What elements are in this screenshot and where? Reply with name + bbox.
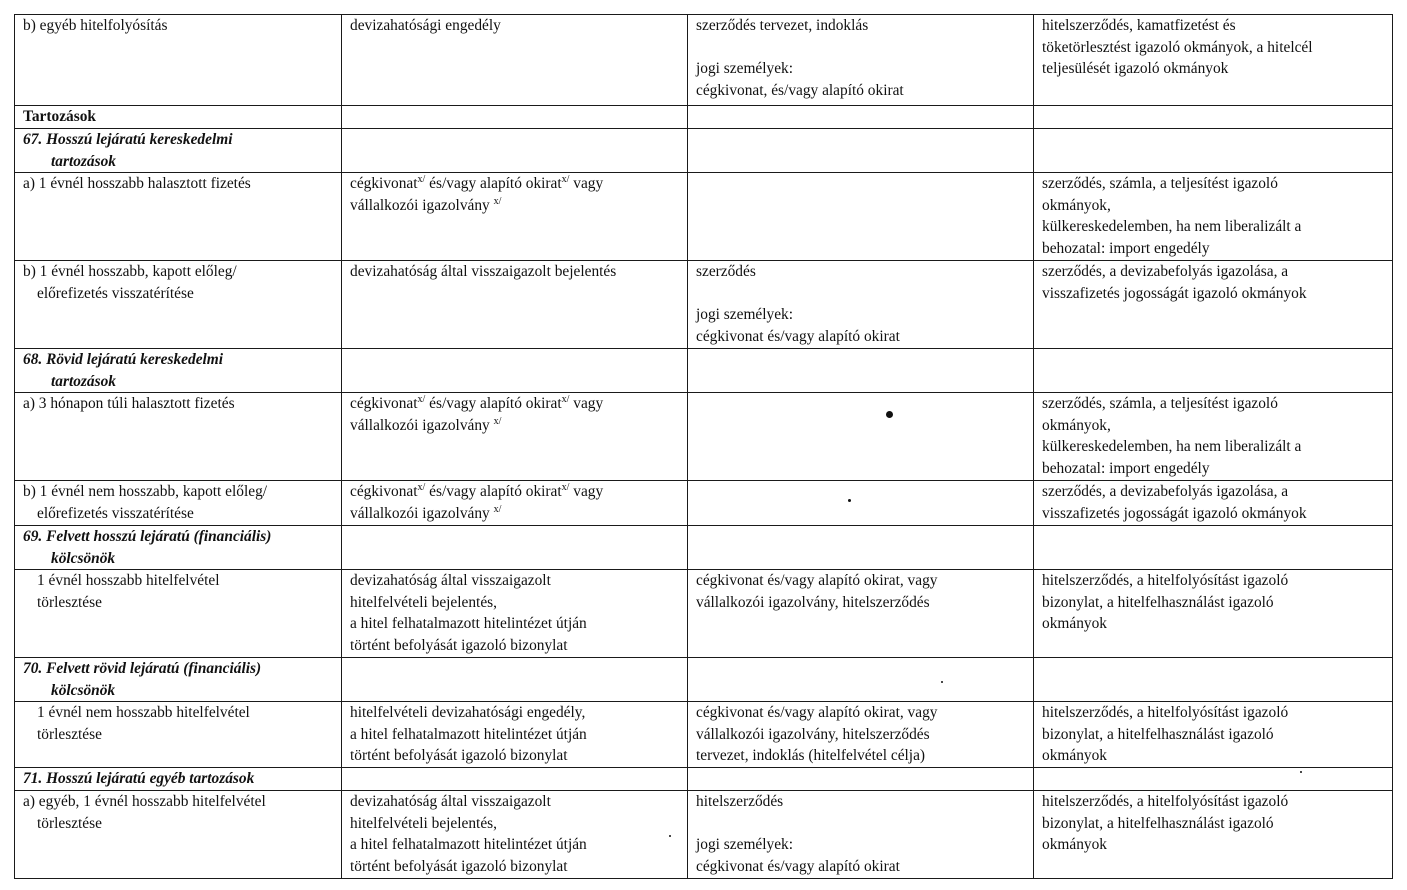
table-row: [15, 393, 1393, 481]
scan-speck: [886, 411, 893, 418]
table-row: [15, 261, 1393, 349]
table-row: [15, 106, 1393, 129]
item-cell: a) 3 hónapon túli halasztott fizetés: [15, 393, 342, 481]
item-cell: a) 1 évnél hosszabb halasztott fizetés: [15, 173, 342, 261]
item-cell: b) 1 évnél hosszabb, kapott előleg/ előrefizetés visszatérítése: [15, 261, 342, 349]
proof-cell: hitelszerződés, a hitelfolyósítást igazoló bizonylat, a hitelfelhasználást igazoló okmányok: [1034, 791, 1393, 879]
permit-cell: cégkivonat$^{x/}$ és/vagy alapító okirat$^{x/}$ vagy vállalkozói igazolvány $^{x/}$: [342, 481, 688, 526]
table-row: [15, 173, 1393, 261]
section-heading: 68. Rövid lejáratú kereskedelmi tartozások: [15, 349, 342, 393]
proof-cell: szerződés, a devizabefolyás igazolása, a visszafizetés jogosságát igazoló okmányok: [1034, 481, 1393, 526]
scan-speck: [669, 835, 671, 837]
item-cell: b) egyéb hitelfolyósítás: [15, 15, 342, 106]
table-row: [15, 570, 1393, 658]
section-heading: 69. Felvett hosszú lejáratú (financiális) kölcsönök: [15, 526, 342, 570]
scan-speck: [1300, 771, 1302, 773]
item-cell: 1 évnél hosszabb hitelfelvétel törlesztése: [15, 570, 342, 658]
table-row: [15, 791, 1393, 879]
documents-cell: [688, 481, 1034, 526]
table-row: [15, 702, 1393, 768]
item-cell: 1 évnél nem hosszabb hitelfelvétel törlesztése: [15, 702, 342, 768]
documents-cell: [688, 173, 1034, 261]
table-row: [15, 526, 1393, 570]
table-row: [15, 658, 1393, 702]
permit-cell: devizahatóság által visszaigazolt bejelentés: [342, 261, 688, 349]
permit-cell: cégkivonat$^{x/}$ és/vagy alapító okirat$^{x/}$ vagy vállalkozói igazolvány $^{x/}$: [342, 393, 688, 481]
proof-cell: szerződés, számla, a teljesítést igazoló okmányok, külkereskedelemben, ha nem liberalizált a behozatal: import engedély: [1034, 173, 1393, 261]
table-row: [15, 481, 1393, 526]
item-cell: a) egyéb, 1 évnél hosszabb hitelfelvétel törlesztése: [15, 791, 342, 879]
proof-cell: hitelszerződés, a hitelfolyósítást igazoló bizonylat, a hitelfelhasználást igazoló okmányok: [1034, 702, 1393, 768]
documents-cell: [688, 393, 1034, 481]
item-cell: b) 1 évnél nem hosszabb, kapott előleg/ előrefizetés visszatérítése: [15, 481, 342, 526]
permit-cell: hitelfelvételi devizahatósági engedély, a hitel felhatalmazott hitelintézet útján történt befolyását igazoló bizonylat: [342, 702, 688, 768]
documents-cell: cégkivonat és/vagy alapító okirat, vagy vállalkozói igazolvány, hitelszerződés tervezet, indoklás (hitelfelvétel célja): [688, 702, 1034, 768]
documents-cell: szerződés jogi személyek: cégkivonat és/vagy alapító okirat: [688, 261, 1034, 349]
scan-speck: [941, 681, 943, 683]
proof-cell: szerződés, számla, a teljesítést igazoló okmányok, külkereskedelemben, ha nem liberalizált a behozatal: import engedély: [1034, 393, 1393, 481]
requirements-table: [14, 14, 1393, 879]
permit-cell: devizahatósági engedély: [342, 15, 688, 106]
table-row: [15, 768, 1393, 791]
permit-cell: devizahatóság által visszaigazolt hitelfelvételi bejelentés, a hitel felhatalmazott hitelintézet útján történt befolyását igazoló bizonylat: [342, 570, 688, 658]
category-heading: Tartozások: [15, 106, 342, 129]
section-heading: 71. Hosszú lejáratú egyéb tartozások: [15, 768, 342, 791]
scan-speck: [848, 499, 851, 502]
documents-cell: szerződés tervezet, indoklás jogi személyek: cégkivonat, és/vagy alapító okirat: [688, 15, 1034, 106]
section-heading: 67. Hosszú lejáratú kereskedelmi tartozások: [15, 129, 342, 173]
documents-cell: hitelszerződés jogi személyek: cégkivonat és/vagy alapító okirat: [688, 791, 1034, 879]
table-row: [15, 349, 1393, 393]
permit-cell: devizahatóság által visszaigazolt hitelfelvételi bejelentés, a hitel felhatalmazott hitelintézet útján történt befolyását igazoló bizonylat: [342, 791, 688, 879]
table-row: [15, 129, 1393, 173]
proof-cell: hitelszerződés, kamatfizetést és töketörlesztést igazoló okmányok, a hitelcél teljesülését igazoló okmányok: [1034, 15, 1393, 106]
documents-cell: cégkivonat és/vagy alapító okirat, vagy vállalkozói igazolvány, hitelszerződés: [688, 570, 1034, 658]
proof-cell: szerződés, a devizabefolyás igazolása, a visszafizetés jogosságát igazoló okmányok: [1034, 261, 1393, 349]
section-heading: 70. Felvett rövid lejáratú (financiális) kölcsönök: [15, 658, 342, 702]
table-row: [15, 15, 1393, 106]
proof-cell: hitelszerződés, a hitelfolyósítást igazoló bizonylat, a hitelfelhasználást igazoló okmányok: [1034, 570, 1393, 658]
permit-cell: cégkivonat$^{x/}$ és/vagy alapító okirat$^{x/}$ vagy vállalkozói igazolvány $^{x/}$: [342, 173, 688, 261]
